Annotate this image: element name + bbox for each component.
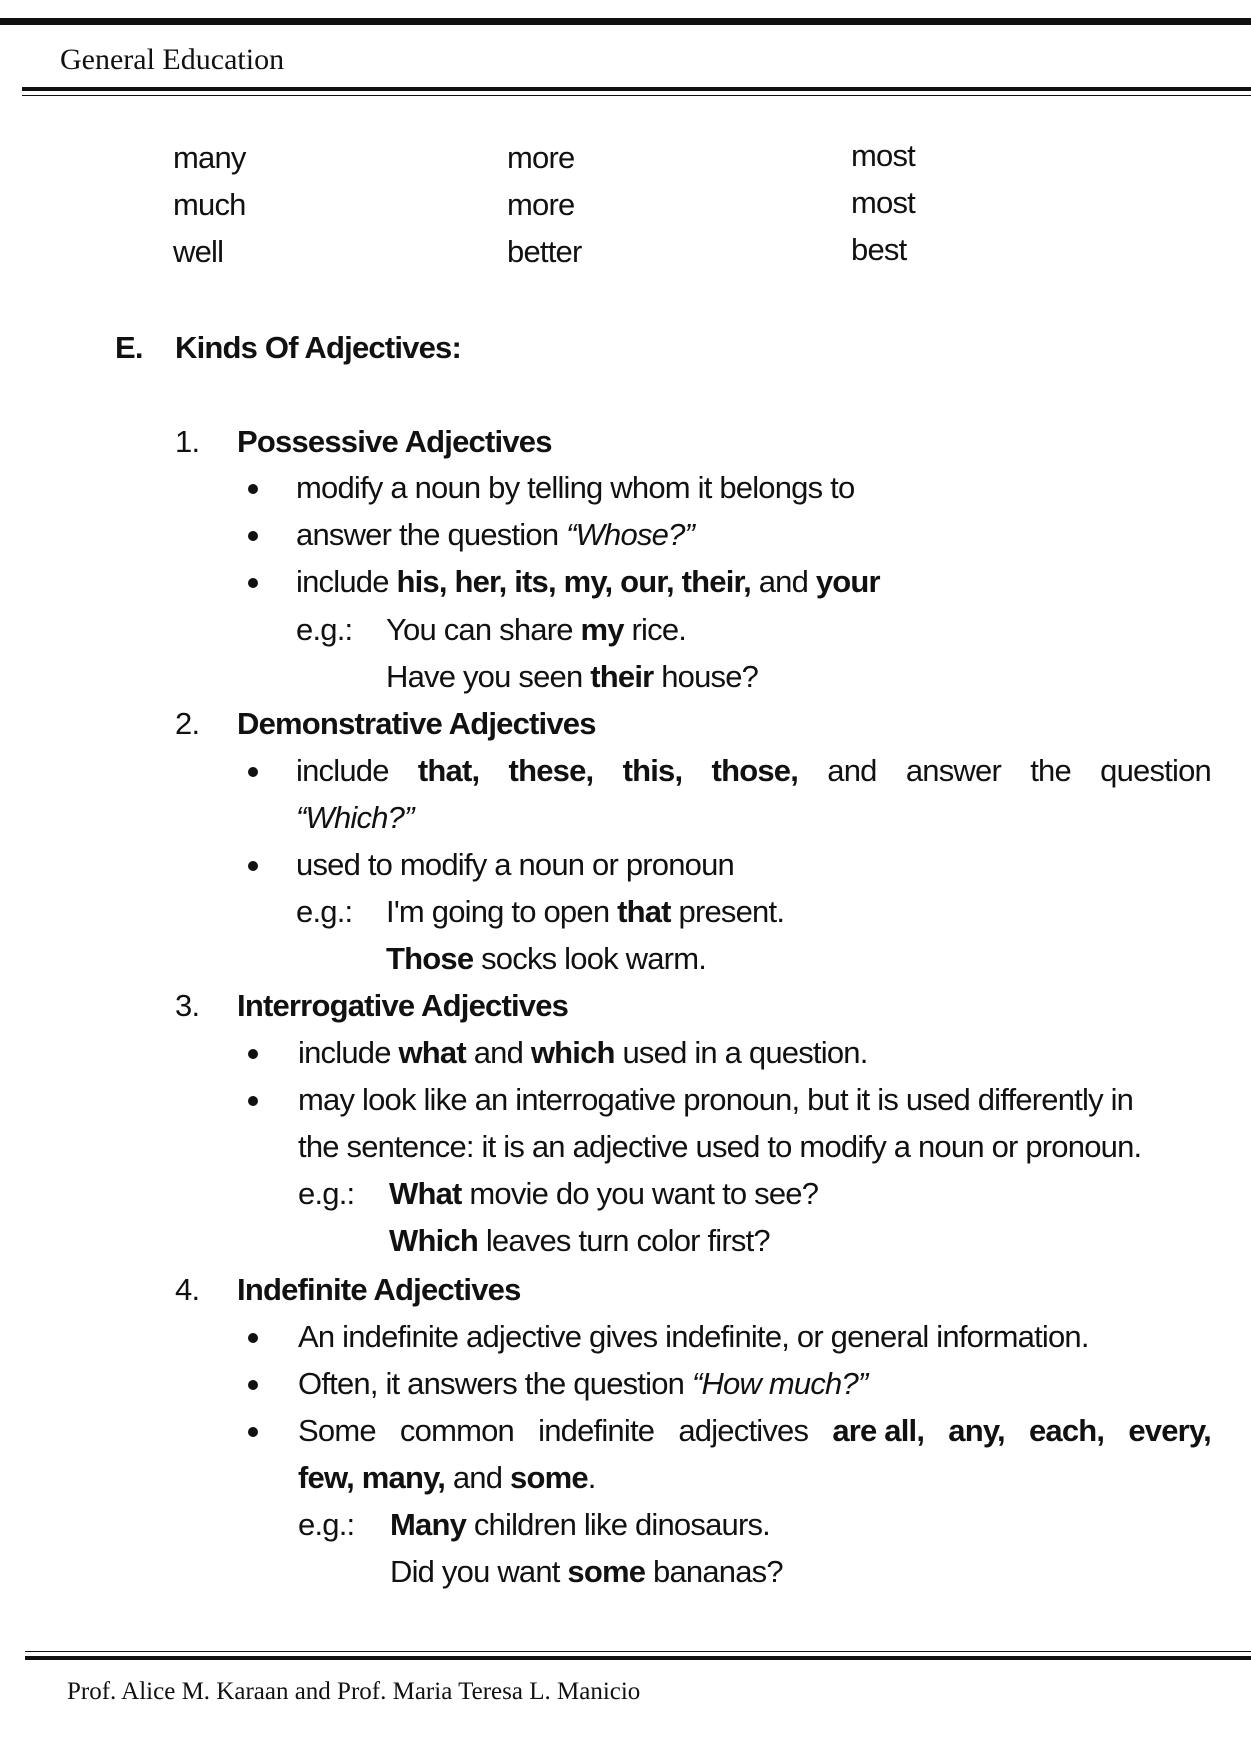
example-label: e.g.: xyxy=(298,1176,355,1211)
table-cell: more xyxy=(507,187,575,222)
example-sentence xyxy=(389,1223,770,1259)
text-run: movie do you want to see? xyxy=(461,1176,819,1211)
bullet-icon xyxy=(248,531,258,541)
text-run: answer xyxy=(905,753,1001,788)
table-cell: well xyxy=(173,234,224,269)
bullet-text: modify a noun by telling whom it belongs to xyxy=(296,470,855,505)
bold-run: some xyxy=(567,1554,646,1589)
bold-run: some xyxy=(510,1460,588,1495)
bold-run: what xyxy=(398,1035,466,1070)
bullet-text: the sentence: it is an adjective used to modify a noun or pronoun. xyxy=(298,1129,1142,1164)
bullet-icon xyxy=(248,1096,258,1106)
bold-run: any, xyxy=(948,1413,1005,1448)
example-label: e.g.: xyxy=(296,612,353,647)
section-title: Kinds Of Adjectives: xyxy=(175,330,462,365)
bullet-icon xyxy=(248,1333,258,1343)
bold-run: which xyxy=(530,1035,615,1070)
bullet-text xyxy=(298,1366,867,1402)
bold-run: Which xyxy=(389,1223,478,1258)
header-title: General Education xyxy=(60,43,285,76)
kind-number: 2. xyxy=(175,706,200,741)
text-run: and xyxy=(750,564,816,599)
footer-rule-thick xyxy=(25,1656,1251,1660)
text-run: . xyxy=(587,1460,596,1495)
bold-run: his, her, its, my, our, their, xyxy=(396,564,751,599)
question-italic: “Which?” xyxy=(296,800,414,835)
text-run: answer the question xyxy=(296,517,567,552)
bullet-text: may look like an interrogative pronoun, but it is used differently in xyxy=(298,1082,1134,1117)
table-cell: best xyxy=(851,232,907,267)
bullet-icon xyxy=(248,767,258,777)
table-cell: most xyxy=(851,185,915,220)
text-run: and xyxy=(445,1460,510,1495)
bold-run: that xyxy=(617,894,671,929)
bullet-text xyxy=(296,564,880,600)
text-run: I'm going to open xyxy=(386,894,618,929)
bold-run: every, xyxy=(1128,1413,1211,1448)
bold-run: What xyxy=(389,1176,462,1211)
bullet-text xyxy=(296,753,1211,789)
text-run: common xyxy=(399,1413,514,1448)
example-sentence xyxy=(386,659,758,695)
bullet-icon xyxy=(248,1380,258,1390)
text-run: include xyxy=(298,1035,399,1070)
text-run: indefinite xyxy=(538,1413,655,1448)
kind-title: Interrogative Adjectives xyxy=(237,988,569,1023)
bold-run: few, many, xyxy=(298,1460,446,1495)
text-run: question xyxy=(1100,753,1211,788)
example-sentence xyxy=(390,1507,770,1543)
bold-run: my xyxy=(580,612,624,647)
bullet-text xyxy=(296,517,694,553)
bullet-icon xyxy=(248,1049,258,1059)
text-run: used in a question. xyxy=(614,1035,868,1070)
text-run: and xyxy=(827,753,877,788)
question-italic: “How much?” xyxy=(691,1366,868,1401)
bullet-text xyxy=(298,1035,868,1071)
bullet-icon xyxy=(248,578,258,588)
bold-run: this, xyxy=(622,753,683,788)
bold-run: these, xyxy=(508,753,594,788)
kind-number: 1. xyxy=(175,424,200,459)
table-cell: much xyxy=(173,187,246,222)
kind-title: Demonstrative Adjectives xyxy=(237,706,596,741)
text-run: Have you seen xyxy=(386,659,591,694)
bold-run: are all, xyxy=(832,1413,925,1448)
bold-run: Those xyxy=(386,941,474,976)
bullet-icon xyxy=(248,861,258,871)
text-run: and xyxy=(465,1035,531,1070)
text-run: Some xyxy=(298,1413,376,1448)
example-sentence xyxy=(386,612,686,648)
example-label: e.g.: xyxy=(296,894,353,929)
bold-run: that, xyxy=(417,753,480,788)
question-italic: “Whose?” xyxy=(566,517,695,552)
text-run: leaves turn color first? xyxy=(478,1223,770,1258)
table-cell: more xyxy=(507,140,575,175)
text-run: adjectives xyxy=(678,1413,809,1448)
text-run: house? xyxy=(653,659,759,694)
text-run: bananas? xyxy=(645,1554,783,1589)
top-rule xyxy=(0,18,1251,25)
bullet-text xyxy=(298,1413,1211,1449)
bullet-icon xyxy=(248,484,258,494)
kind-title: Possessive Adjectives xyxy=(237,424,552,459)
example-sentence xyxy=(386,894,784,930)
example-sentence xyxy=(390,1554,783,1590)
text-run: present. xyxy=(670,894,785,929)
table-cell: better xyxy=(507,234,582,269)
text-run: Did you want xyxy=(390,1554,568,1589)
bullet-text xyxy=(298,1460,596,1496)
bullet-text: used to modify a noun or pronoun xyxy=(296,847,734,882)
text-run: socks look warm. xyxy=(473,941,707,976)
footer-authors: Prof. Alice M. Karaan and Prof. Maria Teresa L. Manicio xyxy=(67,1678,641,1705)
kind-number: 3. xyxy=(175,988,200,1023)
bullet-icon xyxy=(248,1427,258,1437)
text-run: rice. xyxy=(623,612,687,647)
bold-run: those, xyxy=(711,753,799,788)
example-sentence xyxy=(386,941,706,977)
text-run: the xyxy=(1030,753,1071,788)
example-label: e.g.: xyxy=(298,1507,355,1542)
kind-title: Indefinite Adjectives xyxy=(237,1272,521,1307)
bold-run: each, xyxy=(1028,1413,1105,1448)
text-run: include xyxy=(296,564,397,599)
header-rule-thin xyxy=(22,95,1251,96)
kind-number: 4. xyxy=(175,1272,200,1307)
text-run: Often, it answers the question xyxy=(298,1366,692,1401)
example-sentence xyxy=(389,1176,818,1212)
footer-rule-thin xyxy=(25,1651,1251,1652)
bullet-text: An indefinite adjective gives indefinite, or general information. xyxy=(298,1319,1089,1354)
table-cell: many xyxy=(173,140,246,175)
text-run: You can share xyxy=(386,612,581,647)
bold-run: their xyxy=(590,659,654,694)
table-cell: most xyxy=(851,138,915,173)
bold-run: your xyxy=(815,564,880,599)
section-letter: E. xyxy=(115,330,143,365)
header-rule-thick xyxy=(22,87,1251,91)
bold-run: Many xyxy=(390,1507,467,1542)
text-run: children like dinosaurs. xyxy=(466,1507,770,1542)
text-run: include xyxy=(296,753,389,788)
